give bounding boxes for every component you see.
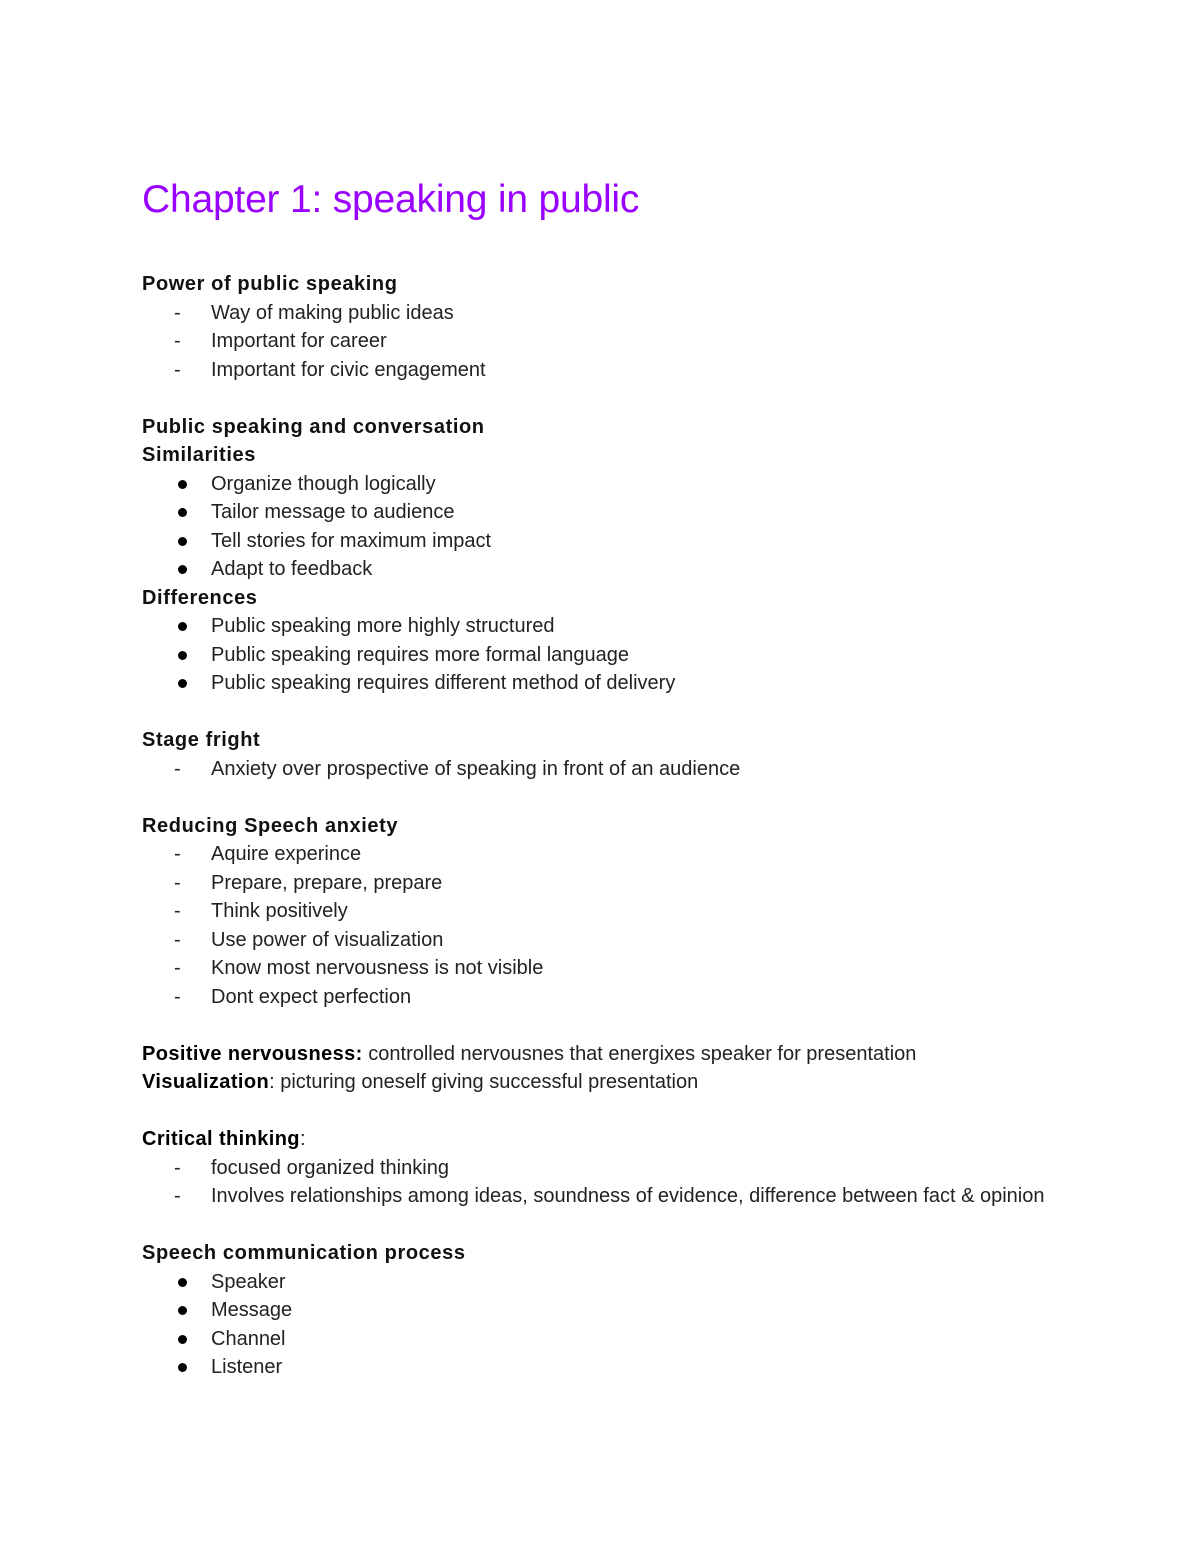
spacer: [142, 698, 1062, 727]
list-item: - Aquire experince: [142, 840, 1062, 869]
section-heading-communication-process: Speech communication process: [142, 1242, 466, 1264]
section-heading-power: Power of public speaking: [142, 273, 398, 295]
list-item: - Use power of visualization: [142, 926, 1062, 955]
dash-bullet-icon: -: [174, 843, 181, 865]
list-item: Message: [211, 1299, 293, 1321]
dash-bullet-icon: -: [174, 330, 181, 352]
list-item: Public speaking requires different method of delivery: [211, 672, 676, 694]
dash-bullet-icon: -: [174, 985, 181, 1008]
section-heading-critical-thinking: Critical thinking:: [142, 1128, 306, 1150]
document-content: [142, 174, 1062, 1382]
list-item: Listener: [211, 1356, 283, 1378]
list-item: - Way of making public ideas: [142, 299, 1062, 328]
list-item: - Important for civic engagement: [142, 356, 1062, 385]
list-item: - Know most nervousness is not visible: [142, 954, 1062, 983]
list-item: Channel: [211, 1327, 286, 1350]
spacer: [142, 1211, 1062, 1240]
dash-bullet-icon: -: [174, 301, 181, 324]
definition-visualization: Visualization: picturing oneself giving successful presentation: [142, 1071, 699, 1093]
dash-bullet-icon: -: [174, 928, 181, 951]
dash-bullet-icon: -: [174, 871, 181, 894]
list-item: Tell stories for maximum impact: [211, 529, 492, 552]
list-item: Adapt to feedback: [211, 558, 373, 580]
dash-bullet-icon: -: [174, 957, 181, 979]
subheading-similarities: Similarities: [142, 444, 256, 466]
definition-positive-nervousness: Positive nervousness: controlled nervousnes that energixes speaker for presentation: [142, 1042, 917, 1065]
dash-bullet-icon: -: [174, 358, 181, 381]
dash-bullet-icon: -: [174, 1156, 181, 1179]
list-item: Public speaking requires more formal language: [211, 643, 630, 666]
spacer: [142, 1011, 1062, 1040]
list-item: - Important for career: [142, 327, 1062, 356]
list-item: - Anxiety over prospective of speaking in front of an audience: [142, 755, 1062, 784]
section-heading-conversation: Public speaking and conversation: [142, 415, 485, 438]
list-item: - Dont expect perfection: [142, 983, 1062, 1012]
list-item: - focused organized thinking: [142, 1154, 1062, 1183]
list-item: Tailor message to audience: [211, 501, 455, 523]
dash-bullet-icon: -: [174, 900, 181, 922]
list-item: Organize though logically: [211, 472, 436, 495]
list-item: Speaker: [211, 1270, 286, 1293]
list-item: Public speaking more highly structured: [211, 615, 555, 637]
list-item: - Involves relationships among ideas, soundness of evidence, difference between fact & opinion: [142, 1182, 1062, 1211]
subheading-differences: Differences: [142, 586, 258, 609]
spacer: [142, 783, 1062, 812]
list-item: - Think positively: [142, 897, 1062, 926]
spacer: [142, 384, 1062, 413]
list-item: - Prepare, prepare, prepare: [142, 869, 1062, 898]
page-title: Chapter 1: speaking in public: [142, 178, 640, 221]
section-heading-reducing-anxiety: Reducing Speech anxiety: [142, 814, 399, 837]
spacer: [142, 1097, 1062, 1126]
section-heading-stage-fright: Stage fright: [142, 729, 261, 751]
dash-bullet-icon: -: [174, 757, 181, 780]
dash-bullet-icon: -: [174, 1185, 181, 1207]
